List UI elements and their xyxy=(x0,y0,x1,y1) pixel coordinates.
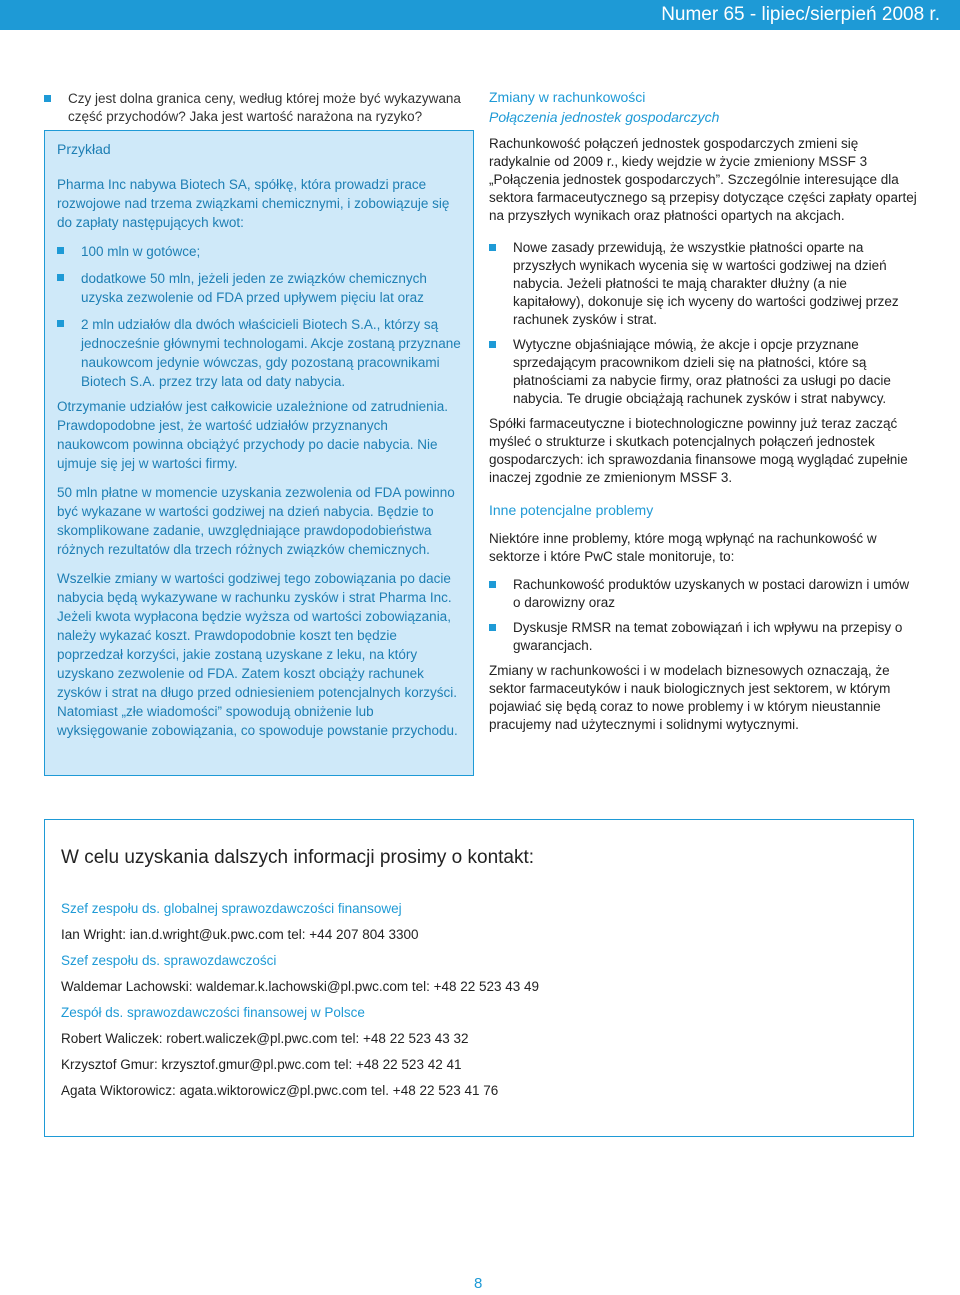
contact-line: Robert Waliczek: robert.waliczek@pl.pwc.com tel: +48 22 523 43 32 xyxy=(61,1031,469,1046)
bullet-icon xyxy=(57,320,64,327)
list-item: Rachunkowość produktów uzyskanych w postaci darowizn i umów o darowizny oraz xyxy=(489,576,919,612)
right-column xyxy=(489,88,919,734)
bullet-icon xyxy=(44,95,51,102)
paragraph: Zmiany w rachunkowości i w modelach biznesowych oznaczają, że sektor farmaceutyków i nauk biologicznych jest sektorem, w którym pojawiać się będą coraz to nowe problemy i w którym nieustannie pracujemy nad użytecznymi i solidnymi wytycznymi. xyxy=(489,663,891,732)
header-bar xyxy=(0,0,960,30)
page-number: 8 xyxy=(474,1275,483,1292)
contact-line: Agata Wiktorowicz: agata.wiktorowicz@pl.pwc.com tel. +48 22 523 41 76 xyxy=(61,1083,499,1098)
problems-list xyxy=(489,576,919,655)
list-item: Nowe zasady przewidują, że wszystkie płatności oparte na przyszłych wynikach wycenia się w wartości godziwej na dzień nabycia. Jeżeli płatności te mają charakter dłużny (a nie kapitałowy), dokonuje się ich wyceny do wartości godziwej przez rachunek zysków i strat. xyxy=(489,239,919,329)
section-title: Inne potencjalne problemy xyxy=(489,502,654,518)
section-subtitle: Połączenia jednostek gospodarczych xyxy=(489,109,720,125)
contact-line: Waldemar Lachowski: waldemar.k.lachowski@pl.pwc.com tel: +48 22 523 43 49 xyxy=(61,979,540,994)
issue-label: Numer 65 - lipiec/sierpień 2008 r. xyxy=(661,4,940,25)
paragraph: Niektóre inne problemy, które mogą wpłynąć na rachunkowość w sektorze i które PwC stale monitoruje, to: xyxy=(489,531,877,564)
left-column xyxy=(44,90,474,126)
example-paragraph: 50 mln płatne w momencie uzyskania zezwolenia od FDA powinno być wykazane w wartości godziwej na dzień nabycia. Będzie to skomplikowane zadanie, uwzględniające prawdopodobieństwa różnych rezultatów dla trzech różnych związków chemicznych. xyxy=(57,485,455,557)
bullet-icon xyxy=(489,244,496,251)
changes-list xyxy=(489,239,919,408)
contact-title: W celu uzyskania dalszych informacji prosimy o kontakt: xyxy=(61,847,535,868)
list-item: Wytyczne objaśniające mówią, że akcje i opcje przyznane sprzedającym pracownikom dzieli się na płatności, które są płatnościami za nabycie firmy, oraz płatności za usługi po dacie nabycia. Te drugie obciążają rachunek zysków i strat nabywcy. xyxy=(489,336,919,408)
contact-line: Krzysztof Gmur: krzysztof.gmur@pl.pwc.com tel: +48 22 523 42 41 xyxy=(61,1057,462,1072)
list-item: 100 mln w gotówce; xyxy=(57,242,461,261)
contact-line: Ian Wright: ian.d.wright@uk.pwc.com tel: +44 207 804 3300 xyxy=(61,927,419,942)
list-item: Czy jest dolna granica ceny, według której może być wykazywana część przychodów? Jaka jest wartość narażona na ryzyko? xyxy=(44,90,474,126)
bullet-icon xyxy=(57,274,64,281)
bullet-icon xyxy=(489,624,496,631)
list-item: Dyskusje RMSR na temat zobowiązań i ich wpływu na przepisy o gwarancjach. xyxy=(489,619,919,655)
list-item: dodatkowe 50 mln, jeżeli jeden ze związków chemicznych uzyska zezwolenie od FDA przed upływem pięciu lat oraz xyxy=(57,269,461,307)
contact-group-title: Szef zespołu ds. globalnej sprawozdawczości finansowej xyxy=(61,901,402,916)
bullet-icon xyxy=(489,581,496,588)
list-item: 2 mln udziałów dla dwóch właścicieli Biotech S.A., którzy są jednocześnie głównymi technologami. Akcje zostaną przyznane naukowcom jedynie wówczas, gdy pozostaną pracownikami Biotech S.A. przez trzy lata od daty nabycia. xyxy=(57,315,461,391)
paragraph: Rachunkowość połączeń jednostek gospodarczych zmieni się radykalnie od 2009 r., kiedy wejdzie w życie zmieniony MSSF 3 „Połączenia jednostek gospodarczych”. Szczególnie interesujące dla sektora farmaceutycznego są przepisy dotyczące części zapłaty opartej na przyszłych wynikach oraz płatności opartych na akcjach. xyxy=(489,136,917,223)
section-title: Zmiany w rachunkowości xyxy=(489,89,646,105)
contact-group-title: Zespół ds. sprawozdawczości finansowej w Polsce xyxy=(61,1005,365,1020)
paragraph: Spółki farmaceutyczne i biotechnologiczne powinny już teraz zacząć myśleć o strukturze i skutkach potencjalnych połączeń jednostek gospodarczych: ich sprawozdania finansowe mogą wyglądać zupełnie inaczej zgodnie ze zmienionym MSSF 3. xyxy=(489,416,908,485)
example-paragraph: Otrzymanie udziałów jest całkowicie uzależnione od zatrudnienia. Prawdopodobne jest, że wartość udziałów przyznanych naukowcom powinna obciążyć przychody po dacie nabycia. Nie ujmuje się jej w wartości firmy. xyxy=(57,399,448,471)
example-paragraph: Wszelkie zmiany w wartości godziwej tego zobowiązania po dacie nabycia będą wykazywane w rachunku zysków i strat Pharma Inc. Jeżeli kwota wypłacona będzie wyższa od wartości zobowiązania, należy wykazać koszt. Prawdopodobnie koszt ten będzie poprzedzał korzyści, jakie zostaną uzyskane z leku, na który uzyskano zezwolenie od FDA. Zatem koszt obciąży rachunek zysków i strat na długo przed odniesieniem potencjalnych korzyści. Natomiast „złe wiadomości” spowodują obniżenie lub wyksięgowanie zobowiązania, co spowoduje powstanie przychodu. xyxy=(57,571,458,738)
contact-box xyxy=(44,819,914,1137)
example-box xyxy=(44,130,474,776)
bullet-icon xyxy=(57,247,64,254)
example-title: Przykład xyxy=(57,141,111,157)
bullet-icon xyxy=(489,341,496,348)
example-list xyxy=(57,242,461,391)
example-paragraph: Pharma Inc nabywa Biotech SA, spółkę, która prowadzi prace rozwojowe nad trzema związkami chemicznymi, i zobowiązuje się do zapłaty następujących kwot: xyxy=(57,177,450,230)
intro-list xyxy=(44,90,474,126)
contact-group-title: Szef zespołu ds. sprawozdawczości xyxy=(61,953,277,968)
